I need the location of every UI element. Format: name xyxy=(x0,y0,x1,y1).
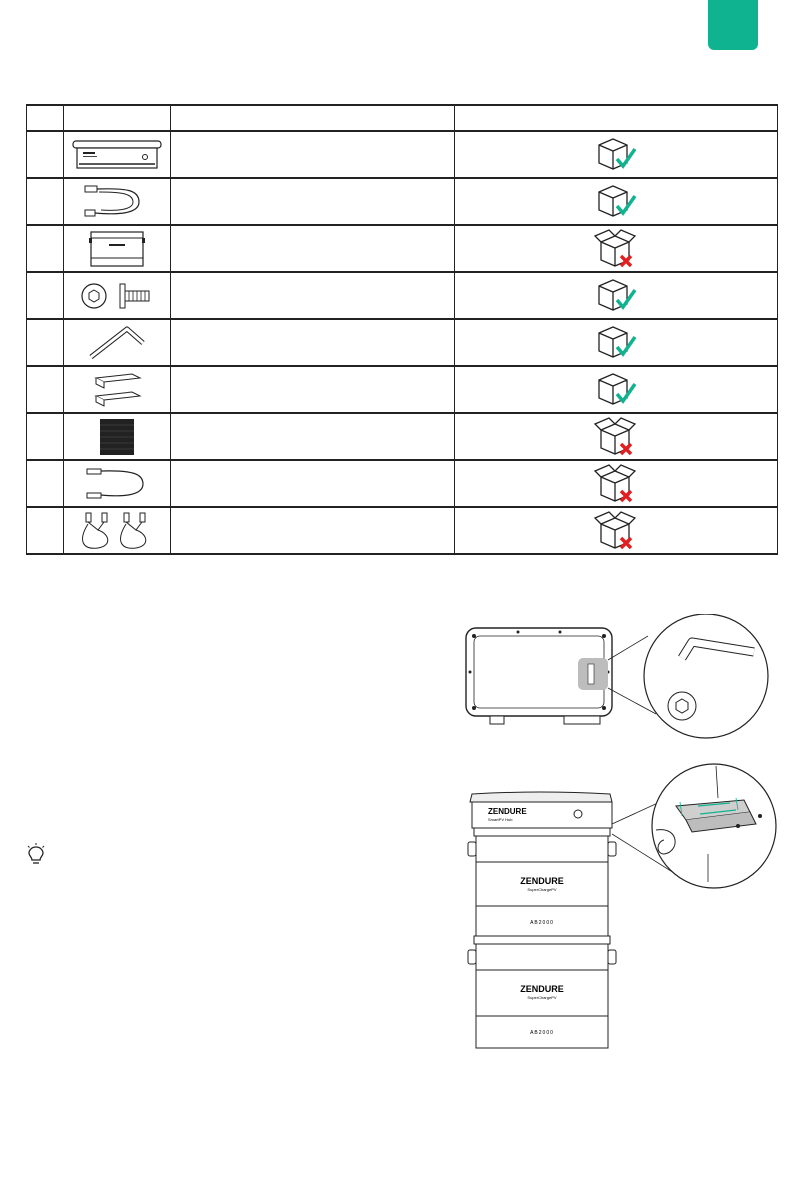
table-row xyxy=(27,131,778,178)
hub-brand-label: ZENDURE xyxy=(488,807,527,816)
battery-model-label-2: AB2000 xyxy=(530,1030,554,1036)
not-in-box-cross-icon xyxy=(591,510,641,552)
table-row xyxy=(27,366,778,413)
not-in-box-cross-icon xyxy=(591,416,641,458)
in-box-check-icon xyxy=(593,323,639,363)
battery-thumbnail-icon xyxy=(85,228,149,270)
table-row xyxy=(27,178,778,225)
battery-brand-label-2: ZENDURE xyxy=(520,984,564,994)
hex-key-thumbnail-icon xyxy=(77,323,157,363)
table-row xyxy=(27,413,778,460)
table-row xyxy=(27,225,778,272)
mc4-cables-thumbnail-icon xyxy=(72,510,162,552)
in-box-check-icon xyxy=(593,182,639,222)
not-in-box-cross-icon xyxy=(591,228,641,270)
table-row xyxy=(27,460,778,507)
ac-cable-thumbnail-icon xyxy=(77,182,157,222)
header-in-box xyxy=(455,105,778,131)
header-image xyxy=(64,105,171,131)
battery-subtitle-label: SuperChargePV xyxy=(527,887,557,892)
table-row xyxy=(27,319,778,366)
battery-model-label: AB2000 xyxy=(530,920,554,926)
header-number xyxy=(27,105,64,131)
solar-panel-thumbnail-icon xyxy=(92,416,142,458)
package-contents-table xyxy=(26,104,778,555)
battery-subtitle-label-2: SuperChargePV xyxy=(527,995,557,1000)
hex-key-storage-figure xyxy=(460,614,790,744)
extension-cable-thumbnail-icon xyxy=(77,464,157,504)
not-in-box-cross-icon xyxy=(591,463,641,505)
lightbulb-icon xyxy=(26,843,46,867)
table-row xyxy=(27,272,778,319)
in-box-check-icon xyxy=(593,276,639,316)
hub-thumbnail-icon xyxy=(69,137,165,173)
table-header-row xyxy=(27,105,778,131)
battery-brand-label: ZENDURE xyxy=(520,876,564,886)
in-box-check-icon xyxy=(593,370,639,410)
table-row xyxy=(27,507,778,554)
chapter-tab xyxy=(708,0,758,50)
in-box-check-icon xyxy=(593,135,639,175)
stacking-figure xyxy=(460,762,790,1052)
washer-screw-thumbnail-icon xyxy=(72,276,162,316)
hub-subtitle-label: SmartPV Hub xyxy=(488,817,513,822)
brackets-thumbnail-icon xyxy=(82,370,152,410)
header-name xyxy=(171,105,455,131)
